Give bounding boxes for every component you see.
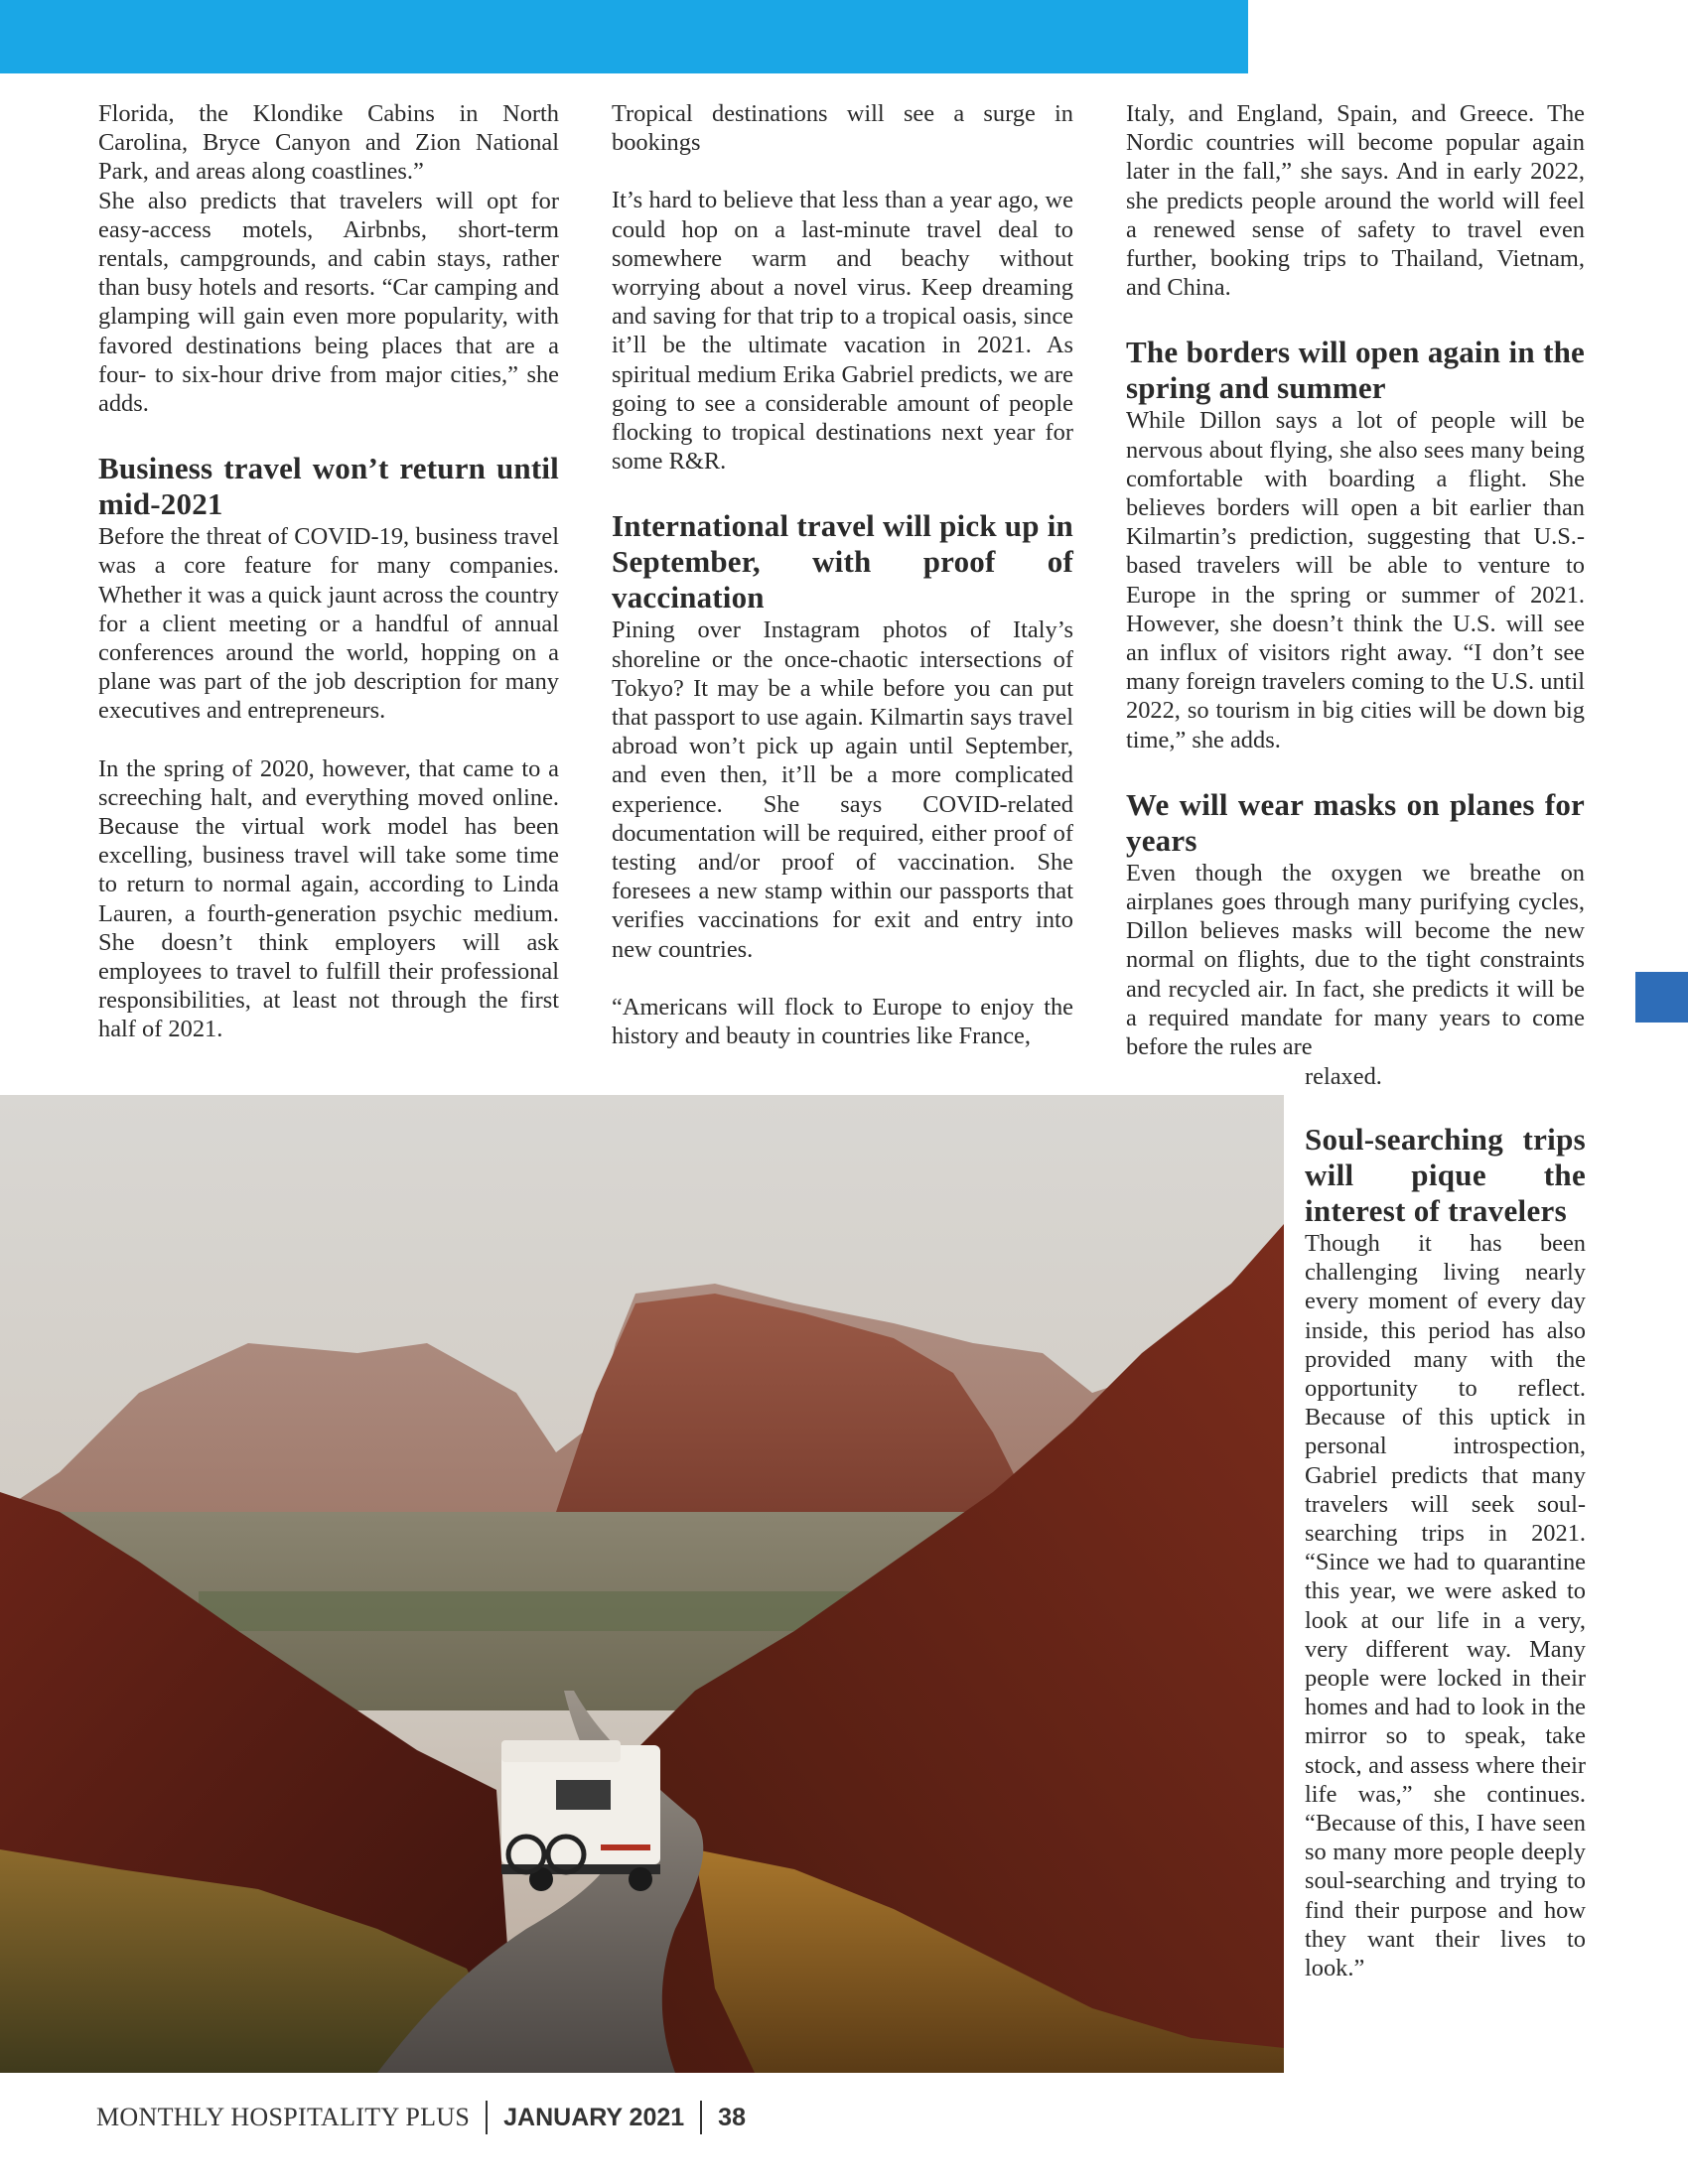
paragraph: Florida, the Klondike Cabins in North Carolina, Bryce Canyon and Zion National Park, and areas along coastlines.” [98,100,559,186]
paragraph: “Americans will flock to Europe to enjoy the history and beauty in countries like France, [612,993,1073,1050]
article-column-1 [98,99,559,1044]
paragraph: Italy, and England, Spain, and Greece. The Nordic countries will become popular again later in the fall,” she says. And in early 2022, she predicts people around the world will feel a renewed sense of safety to travel even further, booking trips to Thailand, Vietnam, and China. [1126,100,1585,302]
paragraph: While Dillon says a lot of people will be nervous about flying, she also sees many being comfortable with boarding a flight. She believes borders will open a bit earlier than Kilmartin’s prediction, suggesting that U.S.-based travelers will be able to venture to Europe in the spring or summer of 2021. However, she doesn’t think the U.S. will see an influx of visitors right away. “I don’t see many foreign travelers coming to the U.S. until 2022, so tourism in big cities will be down big time,” she adds. [1126,407,1585,753]
article-column-3 [1126,99,1585,1061]
rv-canyon-road-photo [0,1095,1284,2073]
rv-vehicle [501,1740,660,1891]
paragraph: In the spring of 2020, however, that came to a screeching halt, and everything moved online. Because the virtual work model has been excelling, business travel will take some time to return to normal again, according to Linda Lauren, a fourth-generation psychic medium. She doesn’t think employers will ask employees to travel to fulfill their professional responsibilities, at least not through the first half of 2021. [98,754,559,1043]
paragraph: It’s hard to believe that less than a year ago, we could hop on a last-minute travel deal to somewhere warm and beachy without worrying about a novel virus. Keep dreaming and saving for that trip to a tropical oasis, since it’ll be the ultimate vacation in 2021. As spiritual medium Erika Gabriel predicts, we are going to see a considerable amount of people flocking to tropical destinations next year for some R&R. [612,187,1073,476]
paragraph-continuation: relaxed. [1305,1063,1382,1090]
section-heading: Business travel won’t return until mid-2021 [98,451,559,522]
paragraph: Pining over Instagram photos of Italy’s shoreline or the once-chaotic intersections of Tokyo? It may be a while before you can put that passport to use again. Kilmartin says travel abroad won’t pick up again until September, and even then, it’ll be a more complicated experience. She says COVID-related documentation will be required, either proof of testing and/or proof of vaccination. She foresees a new stamp within our passports that verifies vaccinations for exit and entry into new countries. [612,616,1073,963]
issue-date: JANUARY 2021 [503,2103,685,2131]
article-column-2 [612,99,1073,1050]
paragraph: Though it has been challenging living nearly every moment of every day inside, this period has also provided many with the opportunity to reflect. Because of this uptick in personal introspection, Gabriel predicts that many travelers will seek soul-searching trips in 2021. “Since we had to quarantine this year, we were asked to look at our life in a very, very different way. Many people were locked in their homes and had to look in the mirror so to speak, take stock, and assess where their life was,” she continues. “Because of this, I have seen so many more people deeply soul-searching and trying to find their purpose and how they want their lives to look.” [1305,1230,1586,1982]
page-edge-tab [1635,972,1688,1023]
page-footer [96,2100,746,2135]
paragraph: She also predicts that travelers will opt for easy-access motels, Airbnbs, short-term rentals, campgrounds, and cabin stays, rather than busy hotels and resorts. “Car camping and glamping will gain even more popularity, with favored destinations being places that are a four- to six-hour drive from major cities,” she adds. [98,187,559,418]
paragraph: Tropical destinations will see a surge in bookings [612,100,1073,157]
section-heading: The borders will open again in the spring and summer [1126,335,1585,406]
footer-divider [486,2101,488,2134]
paragraph: Before the threat of COVID-19, business travel was a core feature for many companies. Whether it was a quick jaunt across the country for a client meeting or a handful of annual conferences around the world, hopping on a plane was part of the job description for many executives and entrepreneurs. [98,523,559,725]
section-heading: International travel will pick up in September, with proof of vaccination [612,508,1073,615]
section-heading: We will wear masks on planes for years [1126,786,1585,858]
article-column-3-lower [1305,1122,1586,1982]
section-heading: Soul-searching trips will pique the interest of travelers [1305,1122,1586,1228]
page-number: 38 [718,2103,746,2131]
footer-divider [700,2101,702,2134]
publication-name: MONTHLY HOSPITALITY PLUS [96,2103,471,2131]
paragraph: Even though the oxygen we breathe on airplanes goes through many purifying cycles, Dillon believes masks will become the new normal on flights, due to the tight constraints and recycled air. In fact, she predicts it will be a required mandate for many years to come before the rules are [1126,859,1585,1061]
header-color-bar [0,0,1248,73]
